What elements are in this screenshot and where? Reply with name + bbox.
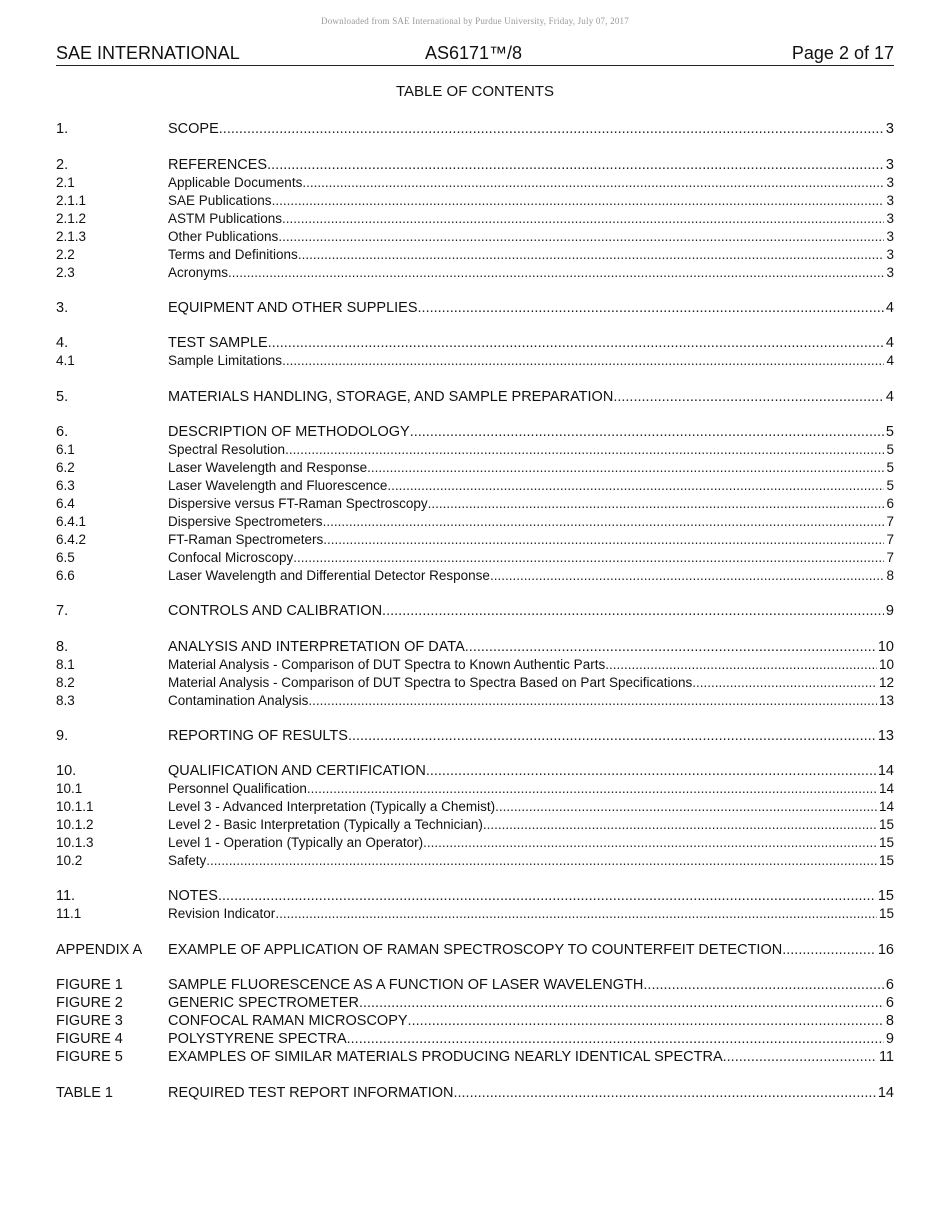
dot-leader <box>723 1049 877 1065</box>
toc-entry-body <box>168 657 894 672</box>
toc-entry[interactable] <box>56 193 894 211</box>
toc-entry-body <box>168 888 894 904</box>
toc-entry-page: 3 <box>885 121 894 137</box>
toc-entry[interactable] <box>56 335 894 353</box>
toc-entry-title: ANALYSIS AND INTERPRETATION OF DATA <box>168 639 465 655</box>
dot-leader <box>219 121 884 137</box>
toc-entry-number: 10. <box>56 763 77 779</box>
toc-entry-title: POLYSTYRENE SPECTRA <box>168 1031 347 1047</box>
toc-entry-page: 13 <box>878 693 894 708</box>
toc-entry[interactable] <box>56 942 894 960</box>
toc-entry[interactable] <box>56 657 894 675</box>
toc-entry[interactable] <box>56 460 894 478</box>
dot-leader <box>302 175 884 190</box>
toc-entry-body <box>168 193 894 208</box>
toc-entry-title: TEST SAMPLE <box>168 335 268 351</box>
toc-entry-body <box>168 157 894 173</box>
toc-entry-number: 4. <box>56 335 69 351</box>
toc-entry-number: 8. <box>56 639 69 655</box>
toc-entry-title: QUALIFICATION AND CERTIFICATION <box>168 763 426 779</box>
toc-entry[interactable] <box>56 888 894 906</box>
toc-entry-title: NOTES <box>168 888 218 904</box>
toc-entry-title: FT-Raman Spectrometers <box>168 532 324 547</box>
toc-entry-number: 2. <box>56 157 69 173</box>
toc-entry-page: 3 <box>885 157 894 173</box>
dot-leader <box>218 888 876 904</box>
toc-entry[interactable] <box>56 728 894 746</box>
toc-entry-body <box>168 906 894 921</box>
toc-entry-title: SAMPLE FLUORESCENCE AS A FUNCTION OF LASER WAVELENGTH <box>168 977 644 993</box>
toc-entry-title: Contamination Analysis <box>168 693 309 708</box>
toc-entry[interactable] <box>56 1049 894 1067</box>
toc-entry[interactable] <box>56 442 894 460</box>
toc-entry-number: APPENDIX A <box>56 942 143 958</box>
toc-entry-number: 6.4.1 <box>56 514 87 529</box>
toc-entry-title: Acronyms <box>168 265 229 280</box>
toc-entry-page: 6 <box>886 496 894 511</box>
toc-entry-number: 6.6 <box>56 568 75 583</box>
dot-leader <box>308 693 877 708</box>
dot-leader <box>387 478 884 493</box>
toc-entry-page: 9 <box>885 1031 894 1047</box>
dot-leader <box>278 229 884 244</box>
dot-leader <box>307 781 877 796</box>
toc-entry-page: 8 <box>885 1013 894 1029</box>
toc-entry[interactable] <box>56 835 894 853</box>
toc-entry-title: Personnel Qualification <box>168 781 307 796</box>
toc-entry[interactable] <box>56 424 894 442</box>
toc-entry-title: REQUIRED TEST REPORT INFORMATION <box>168 1085 454 1101</box>
dot-leader <box>643 977 884 993</box>
toc-entry-body <box>168 300 894 316</box>
toc-entry-title: Spectral Resolution <box>168 442 286 457</box>
dot-leader <box>298 247 885 262</box>
toc-entry-page: 3 <box>886 247 894 262</box>
dot-leader <box>426 763 876 779</box>
toc-entry-body <box>168 1013 894 1029</box>
dot-leader <box>206 853 877 868</box>
toc-entry-page: 12 <box>878 675 894 690</box>
toc-entry[interactable] <box>56 906 894 924</box>
toc-entry-body <box>168 211 894 226</box>
toc-entry-body <box>168 265 894 280</box>
dot-leader <box>282 211 884 226</box>
toc-entry[interactable] <box>56 1013 894 1031</box>
toc-entry-title: EQUIPMENT AND OTHER SUPPLIES <box>168 300 418 316</box>
toc-entry-number: 5. <box>56 389 69 405</box>
toc-entry-page: 3 <box>886 211 894 226</box>
toc-entry-page: 7 <box>886 514 894 529</box>
toc-entry-number: 8.3 <box>56 693 75 708</box>
toc-entry[interactable] <box>56 532 894 550</box>
toc-entry-title: Material Analysis - Comparison of DUT Spectra to Known Authentic Parts <box>168 657 606 672</box>
toc-entry[interactable] <box>56 157 894 175</box>
toc-entry[interactable] <box>56 496 894 514</box>
toc-entry-title: CONFOCAL RAMAN MICROSCOPY <box>168 1013 408 1029</box>
toc-entry-title: Terms and Definitions <box>168 247 298 262</box>
toc-entry-title: Laser Wavelength and Differential Detector Response <box>168 568 490 583</box>
page-number: Page 2 of 17 <box>791 43 894 63</box>
toc-entry-body <box>168 568 894 583</box>
dot-leader <box>268 335 884 351</box>
toc-entry-body <box>168 781 894 796</box>
toc-entry-number: 10.1.3 <box>56 835 94 850</box>
toc-entry-body <box>168 532 894 547</box>
organization-name: SAE INTERNATIONAL <box>56 43 240 63</box>
toc-entry-page: 15 <box>878 835 894 850</box>
toc-entry-title: Level 2 - Basic Interpretation (Typically a Technician) <box>168 817 483 832</box>
toc-entry-page: 3 <box>886 229 894 244</box>
toc-entry-title: Level 1 - Operation (Typically an Operator) <box>168 835 424 850</box>
dot-leader <box>347 1031 884 1047</box>
dot-leader <box>483 817 877 832</box>
toc-entry-title: Laser Wavelength and Fluorescence <box>168 478 388 493</box>
toc-entry-body <box>168 799 894 814</box>
toc-entry-title: Level 3 - Advanced Interpretation (Typically a Chemist) <box>168 799 496 814</box>
toc-entry-number: FIGURE 3 <box>56 1013 123 1029</box>
toc-entry[interactable] <box>56 675 894 693</box>
toc-entry-page: 10 <box>877 639 894 655</box>
toc-entry-title: ASTM Publications <box>168 211 283 226</box>
toc-entry-body <box>168 817 894 832</box>
toc-entry[interactable] <box>56 265 894 283</box>
toc-entry-title: CONTROLS AND CALIBRATION <box>168 603 383 619</box>
toc-entry-body <box>168 496 894 511</box>
toc-entry-page: 3 <box>886 193 894 208</box>
page-header <box>56 43 894 66</box>
toc-entry[interactable] <box>56 995 894 1013</box>
toc-entry-title: Laser Wavelength and Response <box>168 460 368 475</box>
toc-entry[interactable] <box>56 817 894 835</box>
toc-entry-page: 3 <box>886 175 894 190</box>
toc-entry-title: Revision Indicator <box>168 906 276 921</box>
dot-leader <box>423 835 877 850</box>
toc-entry-body <box>168 693 894 708</box>
toc-entry-number: 2.2 <box>56 247 75 262</box>
dot-leader <box>605 657 877 672</box>
toc-entry-body <box>168 442 894 457</box>
toc-entry-page: 6 <box>885 977 894 993</box>
dot-leader <box>453 1085 875 1101</box>
toc-entry[interactable] <box>56 693 894 711</box>
toc-entry-page: 4 <box>885 300 894 316</box>
toc-entry-body <box>168 247 894 262</box>
toc-entry-page: 15 <box>878 817 894 832</box>
download-watermark: Downloaded from SAE International by Purdue University, Friday, July 07, 2017 <box>321 16 629 26</box>
toc-entry-body <box>168 478 894 493</box>
toc-entry-page: 4 <box>885 335 894 351</box>
toc-entry-title: Confocal Microscopy <box>168 550 294 565</box>
toc-entry-number: 10.1 <box>56 781 83 796</box>
toc-entry-title: DESCRIPTION OF METHODOLOGY <box>168 424 410 440</box>
toc-entry-page: 15 <box>878 853 894 868</box>
toc-entry-body <box>168 835 894 850</box>
toc-entry-body <box>168 763 894 779</box>
toc-entry[interactable] <box>56 478 894 496</box>
toc-entry-number: 6.2 <box>56 460 75 475</box>
toc-entry-number: 6.4 <box>56 496 75 511</box>
dot-leader <box>275 906 877 921</box>
toc-entry-number: 2.1.2 <box>56 211 87 226</box>
dot-leader <box>272 193 885 208</box>
toc-entry-number: 10.1.1 <box>56 799 94 814</box>
toc-entry[interactable] <box>56 1085 894 1103</box>
toc-entry-title: Other Publications <box>168 229 279 244</box>
toc-entry-page: 4 <box>886 353 894 368</box>
toc-entry-body <box>168 977 894 993</box>
toc-entry[interactable] <box>56 175 894 193</box>
toc-entry-page: 14 <box>877 1085 894 1101</box>
toc-entry-number: 8.1 <box>56 657 75 672</box>
toc-entry-number: FIGURE 5 <box>56 1049 123 1065</box>
toc-entry-body <box>168 424 894 440</box>
document-id: AS6171™/8 <box>425 43 523 63</box>
toc-entry-page: 9 <box>885 603 894 619</box>
toc-entry[interactable] <box>56 353 894 371</box>
toc-entry-number: 8.2 <box>56 675 75 690</box>
toc-entry-body <box>168 853 894 868</box>
toc-entry-number: 1. <box>56 121 69 137</box>
toc-entry-number: 10.1.2 <box>56 817 94 832</box>
toc-entry-number: 7. <box>56 603 69 619</box>
toc-entry-page: 13 <box>877 728 894 744</box>
toc-entry-body <box>168 175 894 190</box>
toc-entry-number: 2.1.1 <box>56 193 87 208</box>
toc-entry-body <box>168 675 894 690</box>
toc-entry-page: 3 <box>886 265 894 280</box>
toc-entry-title: REFERENCES <box>168 157 268 173</box>
dot-leader <box>418 300 884 316</box>
toc-entry-title: SCOPE <box>168 121 219 137</box>
toc-entry-number: 6.4.2 <box>56 532 87 547</box>
toc-entry-page: 14 <box>877 763 894 779</box>
toc-entry-page: 14 <box>878 781 894 796</box>
toc-entry-title: EXAMPLES OF SIMILAR MATERIALS PRODUCING NEARLY IDENTICAL SPECTRA <box>168 1049 723 1065</box>
dot-leader <box>367 460 884 475</box>
toc-entry[interactable] <box>56 514 894 532</box>
toc-entry-number: 10.2 <box>56 853 83 868</box>
toc-entry[interactable] <box>56 603 894 621</box>
toc-entry[interactable] <box>56 247 894 265</box>
toc-entry-page: 5 <box>886 442 894 457</box>
dot-leader <box>408 1013 884 1029</box>
dot-leader <box>410 424 884 440</box>
toc-entry-body <box>168 1031 894 1047</box>
toc-entry-number: 6.1 <box>56 442 75 457</box>
toc-entry-title: Sample Limitations <box>168 353 283 368</box>
toc-entry-body <box>168 353 894 368</box>
dot-leader <box>323 532 884 547</box>
toc-entry-body <box>168 1085 894 1101</box>
dot-leader <box>692 675 877 690</box>
dot-leader <box>293 550 884 565</box>
toc-entry-page: 10 <box>878 657 894 672</box>
toc-entry-number: 11.1 <box>56 906 82 921</box>
toc-entry-number: 4.1 <box>56 353 75 368</box>
toc-entry[interactable] <box>56 781 894 799</box>
toc-entry[interactable] <box>56 550 894 568</box>
toc-entry-title: EXAMPLE OF APPLICATION OF RAMAN SPECTROSCOPY TO COUNTERFEIT DETECTION <box>168 942 783 958</box>
toc-entry-number: 2.3 <box>56 265 75 280</box>
toc-entry-page: 15 <box>878 906 894 921</box>
toc-entry[interactable] <box>56 300 894 318</box>
toc-entry-number: 3. <box>56 300 69 316</box>
toc-entry-body <box>168 229 894 244</box>
toc-entry-body <box>168 603 894 619</box>
toc-entry-body <box>168 1049 894 1065</box>
toc-entry[interactable] <box>56 389 894 407</box>
toc-entry-page: 14 <box>878 799 894 814</box>
toc-entry[interactable] <box>56 211 894 229</box>
toc-entry[interactable] <box>56 853 894 871</box>
toc-entry-body <box>168 550 894 565</box>
toc-entry[interactable] <box>56 799 894 817</box>
toc-entry-page: 7 <box>886 532 894 547</box>
toc-entry-number: 6.3 <box>56 478 75 493</box>
toc-entry-number: 9. <box>56 728 69 744</box>
dot-leader <box>382 603 884 619</box>
toc-entry[interactable] <box>56 639 894 657</box>
toc-entry-number: 6. <box>56 424 69 440</box>
toc-entry-number: 2.1 <box>56 175 75 190</box>
toc-entry-page: 16 <box>877 942 894 958</box>
dot-leader <box>465 639 876 655</box>
toc-entry-body <box>168 335 894 351</box>
toc-entry-title: Safety <box>168 853 207 868</box>
toc-entry-number: FIGURE 2 <box>56 995 123 1011</box>
toc-entry-page: 5 <box>885 424 894 440</box>
toc-entry-page: 15 <box>877 888 894 904</box>
dot-leader <box>228 265 884 280</box>
toc-entry-body <box>168 639 894 655</box>
dot-leader <box>782 942 876 958</box>
toc-entry[interactable] <box>56 229 894 247</box>
dot-leader <box>495 799 877 814</box>
toc-entry-body <box>168 121 894 137</box>
toc-entry-number: 2.1.3 <box>56 229 87 244</box>
toc-entry[interactable] <box>56 763 894 781</box>
toc-entry-body <box>168 514 894 529</box>
toc-entry-page: 8 <box>886 568 894 583</box>
toc-entry[interactable] <box>56 568 894 586</box>
toc-entry-title: SAE Publications <box>168 193 272 208</box>
toc-title: TABLE OF CONTENTS <box>395 83 555 100</box>
toc-entry-body <box>168 942 894 958</box>
dot-leader <box>359 995 884 1011</box>
dot-leader <box>428 496 885 511</box>
toc-entry-page: 6 <box>885 995 894 1011</box>
dot-leader <box>348 728 876 744</box>
toc-entry-page: 4 <box>885 389 894 405</box>
toc-entry[interactable] <box>56 977 894 995</box>
toc-entry-title: Dispersive Spectrometers <box>168 514 323 529</box>
dot-leader <box>267 157 884 173</box>
toc-entry-title: REPORTING OF RESULTS <box>168 728 348 744</box>
toc-entry-page: 7 <box>886 550 894 565</box>
toc-entry-title: Dispersive versus FT-Raman Spectroscopy <box>168 496 428 511</box>
toc-entry-page: 5 <box>886 460 894 475</box>
dot-leader <box>323 514 885 529</box>
dot-leader <box>282 353 884 368</box>
toc-entry-body <box>168 728 894 744</box>
toc-entry-title: Material Analysis - Comparison of DUT Spectra to Spectra Based on Part Specifications <box>168 675 693 690</box>
toc-entry-number: TABLE 1 <box>56 1085 113 1101</box>
toc-entry-body <box>168 460 894 475</box>
toc-entry[interactable] <box>56 1031 894 1049</box>
toc-entry-page: 5 <box>886 478 894 493</box>
dot-leader <box>613 389 884 405</box>
toc-entry-number: 6.5 <box>56 550 75 565</box>
toc-entry-page: 11 <box>878 1049 894 1065</box>
toc-entry-body <box>168 389 894 405</box>
dot-leader <box>490 568 885 583</box>
toc-entry[interactable] <box>56 121 894 139</box>
toc-entry-number: FIGURE 1 <box>56 977 123 993</box>
toc-entry-body <box>168 995 894 1011</box>
toc-entry-number: FIGURE 4 <box>56 1031 123 1047</box>
toc-entry-number: 11. <box>56 888 76 904</box>
toc-entry-title: Applicable Documents <box>168 175 303 190</box>
toc-entry-title: MATERIALS HANDLING, STORAGE, AND SAMPLE PREPARATION <box>168 389 614 405</box>
dot-leader <box>285 442 884 457</box>
toc-entry-title: GENERIC SPECTROMETER <box>168 995 359 1011</box>
